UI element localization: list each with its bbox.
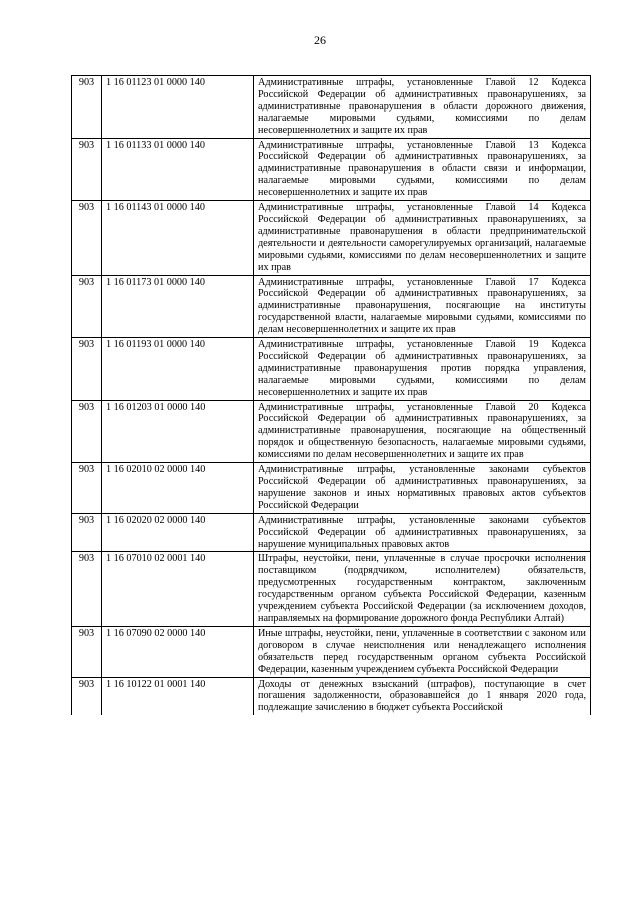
budget-code-cell: 1 16 01203 01 0000 140 — [102, 400, 254, 463]
revenue-name-cell: Штрафы, неустойки, пени, уплаченные в случае просрочки исполнения поставщиком (подрядчиком, исполнителем) обязательств, предусмотренных государственным контрактом, заключенным государственным органом субъекта Российской Федерации, казенным учреждением субъекта Российской Федерации (за исключением доходов, направляемых на формирование дорожного фонда Республики Алтай) — [254, 552, 591, 626]
revenue-name-cell: Административные штрафы, установленные законами субъектов Российской Федерации об административных правонарушениях, за нарушение законов и иных нормативных правовых актов субъектов Российской Федерации — [254, 463, 591, 514]
admin-code-cell: 903 — [72, 677, 102, 715]
admin-code-cell: 903 — [72, 138, 102, 201]
table-row — [72, 338, 591, 401]
table-row — [72, 275, 591, 338]
revenue-name-cell: Административные штрафы, установленные Главой 20 Кодекса Российской Федерации об административных правонарушениях, за административные правонарушения, посягающие на общественный порядок и общественную безопасность, налагаемые мировыми судьями, комиссиями по делам несовершеннолетних и защите их прав — [254, 400, 591, 463]
admin-code-cell: 903 — [72, 201, 102, 275]
budget-code-cell: 1 16 01173 01 0000 140 — [102, 275, 254, 338]
admin-code-cell: 903 — [72, 76, 102, 139]
budget-code-cell: 1 16 02020 02 0000 140 — [102, 513, 254, 552]
admin-code-cell: 903 — [72, 275, 102, 338]
budget-code-cell: 1 16 07010 02 0001 140 — [102, 552, 254, 626]
budget-code-cell: 1 16 02010 02 0000 140 — [102, 463, 254, 514]
revenue-name-cell: Доходы от денежных взысканий (штрафов), поступающие в счет погашения задолженности, образовавшейся до 1 января 2020 года, подлежащие зачислению в бюджет субъекта Российской — [254, 677, 591, 715]
budget-code-cell: 1 16 01143 01 0000 140 — [102, 201, 254, 275]
admin-code-cell: 903 — [72, 552, 102, 626]
budget-code-cell: 1 16 01193 01 0000 140 — [102, 338, 254, 401]
revenue-name-cell: Иные штрафы, неустойки, пени, уплаченные в соответствии с законом или договором в случае неисполнения или ненадлежащего исполнения обязательств перед государственным органом субъекта Российской Федерации, казенным учреждением субъекта Российской Федерации — [254, 626, 591, 677]
admin-code-cell: 903 — [72, 463, 102, 514]
revenue-name-cell: Административные штрафы, установленные Главой 17 Кодекса Российской Федерации об административных правонарушениях, за административные правонарушения, посягающие на институты государственной власти, налагаемые мировыми судьями, комиссиями по делам несовершеннолетних и защите их прав — [254, 275, 591, 338]
table-row — [72, 463, 591, 514]
admin-code-cell: 903 — [72, 338, 102, 401]
budget-code-cell: 1 16 10122 01 0001 140 — [102, 677, 254, 715]
admin-code-cell: 903 — [72, 400, 102, 463]
revenue-name-cell: Административные штрафы, установленные законами субъектов Российской Федерации об административных правонарушениях, за нарушение муниципальных правовых актов — [254, 513, 591, 552]
table-row — [72, 552, 591, 626]
table-row — [72, 400, 591, 463]
page-number: 26 — [314, 33, 326, 47]
table-row — [72, 626, 591, 677]
table-row — [72, 513, 591, 552]
admin-code-cell: 903 — [72, 626, 102, 677]
admin-code-cell: 903 — [72, 513, 102, 552]
table-row — [72, 677, 591, 715]
revenue-name-cell: Административные штрафы, установленные Главой 12 Кодекса Российской Федерации об административных правонарушениях, за административные правонарушения в области дорожного движения, налагаемые мировыми судьями, комиссиями по делам несовершеннолетних и защите их прав — [254, 76, 591, 139]
revenue-name-cell: Административные штрафы, установленные Главой 13 Кодекса Российской Федерации об административных правонарушениях, за административные правонарушения в области связи и информации, налагаемые мировыми судьями, комиссиями по делам несовершеннолетних и защите их прав — [254, 138, 591, 201]
revenue-name-cell: Административные штрафы, установленные Главой 14 Кодекса Российской Федерации об административных правонарушениях, за административные правонарушения в области предпринимательской деятельности и деятельности саморегулируемых организаций, налагаемые мировыми судьями, комиссиями по делам несовершеннолетних и защите их прав — [254, 201, 591, 275]
revenue-name-cell: Административные штрафы, установленные Главой 19 Кодекса Российской Федерации об административных правонарушениях, за административные правонарушения против порядка управления, налагаемые мировыми судьями, комиссиями по делам несовершеннолетних и защите их прав — [254, 338, 591, 401]
table-row — [72, 76, 591, 139]
revenue-codes-table — [71, 75, 591, 715]
budget-code-cell: 1 16 07090 02 0000 140 — [102, 626, 254, 677]
budget-code-cell: 1 16 01123 01 0000 140 — [102, 76, 254, 139]
table-row — [72, 201, 591, 275]
budget-code-cell: 1 16 01133 01 0000 140 — [102, 138, 254, 201]
table-row — [72, 138, 591, 201]
